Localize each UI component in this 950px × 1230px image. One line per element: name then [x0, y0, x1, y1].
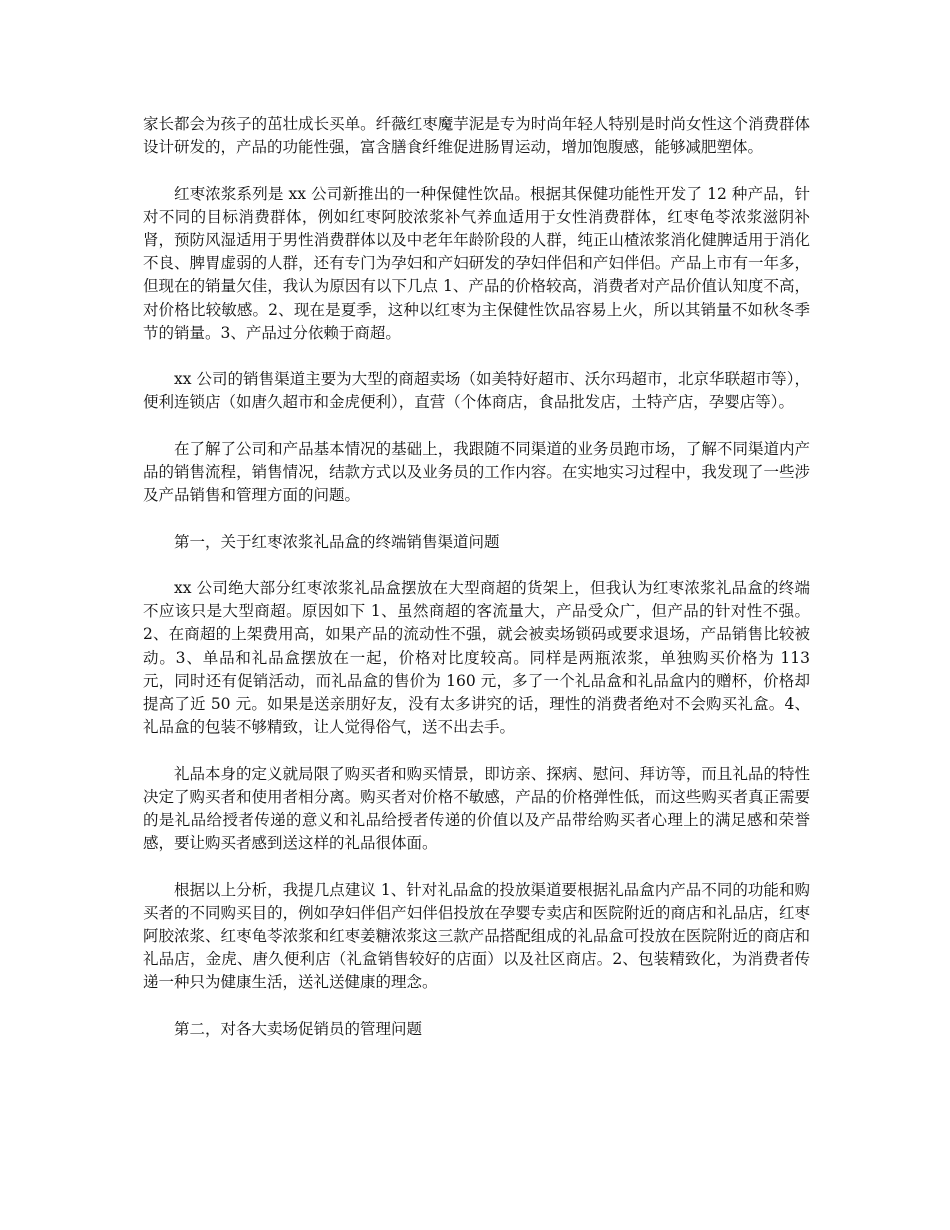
- paragraph-gift-definition: 礼品本身的定义就局限了购买者和购买情景，即访亲、探病、慰问、拜访等，而且礼品的特性决定了购买者和使用者相分离。购买者对价格不敏感，产品的价格弹性低，而这些购买者真正需要的是礼品给授者传递的意义和礼品给授者传递的价值以及产品带给购买者心理上的满足感和荣誉感，要让购买者感到送这样的礼品很体面。: [143, 764, 810, 853]
- section-heading-first: 第一，关于红枣浓浆礼品盒的终端销售渠道问题: [174, 532, 500, 551]
- document-body: [143, 113, 810, 1064]
- section-heading-second: 第二，对各大卖场促销员的管理问题: [174, 1019, 423, 1038]
- paragraph-suggestions: 根据以上分析，我提几点建议 1、针对礼品盒的投放渠道要根据礼品盒内产品不同的功能和购买者的不同购买目的，例如孕妇伴侣产妇伴侣投放在孕婴专卖店和医院附近的商店和礼品店，红枣阿胶浓浆、红枣龟苓浓浆和红枣姜糖浓浆这三款产品搭配组成的礼品盒可投放在医院附近的商店和礼品店，金虎、唐久便利店（礼盒销售较好的店面）以及社区商店。2、包装精致化，为消费者传递一种只为健康生活，送礼送健康的理念。: [143, 880, 810, 992]
- paragraph-field-practice: 在了解了公司和产品基本情况的基础上，我跟随不同渠道的业务员跑市场，了解不同渠道内产品的销售流程，销售情况，结款方式以及业务员的工作内容。在实地实习过程中，我发现了一些涉及产品销售和管理方面的问题。: [143, 439, 810, 505]
- paragraph-sales-channels: xx 公司的销售渠道主要为大型的商超卖场（如美特好超市、沃尔玛超市，北京华联超市等），便利连锁店（如唐久超市和金虎便利），直营（个体商店，食品批发店，土特产店，孕婴店等）。: [143, 370, 810, 412]
- paragraph-product-series: 红枣浓浆系列是 xx 公司新推出的一种保健性饮品。根据其保健功能性开发了 12 种产品，针对不同的目标消费群体，例如红枣阿胶浓浆补气养血适用于女性消费群体，红枣龟苓浓浆滋阴补肾，预防风湿适用于男性消费群体以及中老年年龄阶段的人群，纯正山楂浓浆消化健脾适用于消化不良、脾胃虚弱的人群，还有专门为孕妇和产妇研发的孕妇伴侣和产妇伴侣。产品上市有一年多，但现在的销量欠佳，我认为原因有以下几点 1、产品的价格较高，消费者对产品价值认知度不高，对价格比较敏感。2、现在是夏季，这种以红枣为主保健性饮品容易上火，所以其销量不如秋冬季节的销量。3、产品过分依赖于商超。: [143, 184, 810, 342]
- paragraph-gift-box-channel: xx 公司绝大部分红枣浓浆礼品盒摆放在大型商超的货架上，但我认为红枣浓浆礼品盒的终端不应该只是大型商超。原因如下 1、虽然商超的客流量大，产品受众广，但产品的针对性不强。2、在商超的上架费用高，如果产品的流动性不强，就会被卖场锁码或要求退场，产品销售比较被动。3、单品和礼品盒摆放在一起，价格对比度较高。同样是两瓶浓浆，单独购买价格为 113 元，同时还有促销活动，而礼品盒的售价为 160 元，多了一个礼品盒和礼品盒内的赠杯，价格却提高了近 50 元。如果是送亲朋好友，没有太多讲究的话，理性的消费者绝对不会购买礼盒。4、礼品盒的包装不够精致，让人觉得俗气，送不出去手。: [143, 578, 810, 737]
- paragraph-intro-continued: 家长都会为孩子的茁壮成长买单。纤薇红枣魔芋泥是专为时尚年轻人特别是时尚女性这个消费群体设计研发的，产品的功能性强，富含膳食纤维促进肠胃运动，增加饱腹感，能够减肥塑体。: [143, 115, 810, 157]
